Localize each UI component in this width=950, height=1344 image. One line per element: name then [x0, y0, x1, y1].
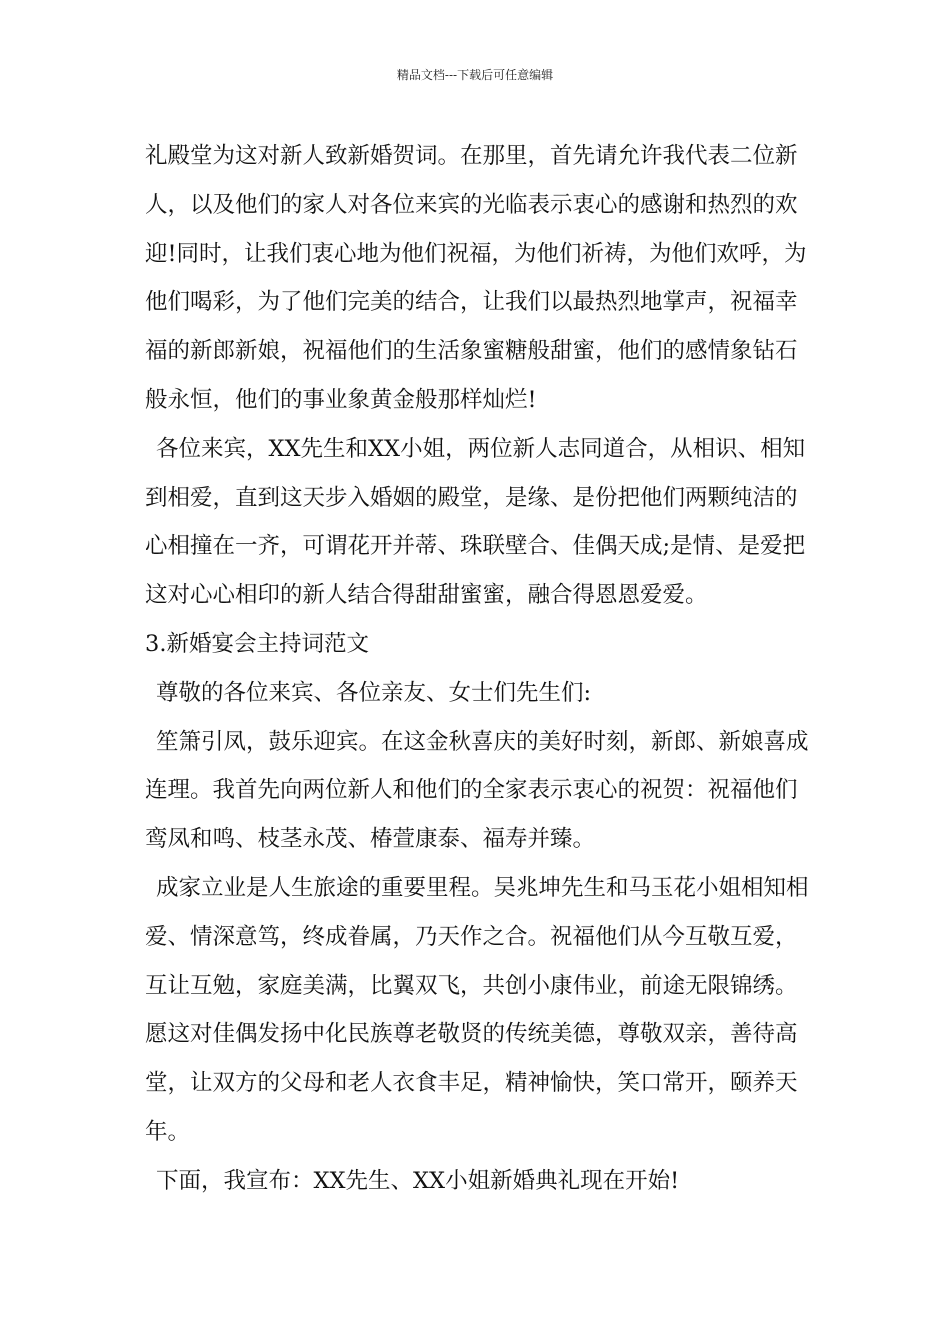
text-line: 愿这对佳偶发扬中化民族尊老敬贤的传统美德，尊敬双亲，善待高 — [145, 1021, 798, 1048]
text-line: 尊敬的各位来宾、各位亲友、女士们先生们: — [156, 679, 592, 706]
text-line: 堂，让双方的父母和老人衣食丰足，精神愉快，笑口常开，颐养天 — [145, 1070, 798, 1097]
text-line: 到相爱，直到这天步入婚姻的殿堂，是缘、是份把他们两颗纯洁的 — [145, 484, 798, 511]
text-line: 他们喝彩，为了他们完美的结合，让我们以最热烈地掌声，祝福幸 — [145, 289, 798, 316]
text-line: 迎!同时，让我们衷心地为他们祝福，为他们祈祷，为他们欢呼，为 — [145, 240, 807, 267]
text-line: 人，以及他们的家人对各位来宾的光临表示衷心的感谢和热烈的欢 — [145, 191, 798, 218]
text-line: 心相撞在一齐，可谓花开并蒂、珠联壁合、佳偶天成;是情、是爱把 — [145, 533, 806, 560]
document-body — [145, 132, 810, 1206]
text-line: 笙箫引凤，鼓乐迎宾。在这金秋喜庆的美好时刻，新郎、新娘喜成 — [156, 728, 809, 755]
text-line: 下面，我宣布：XX先生、XX小姐新婚典礼现在开始! — [156, 1167, 680, 1194]
text-line: 般永恒，他们的事业象黄金般那样灿烂! — [145, 386, 537, 413]
section-heading: 3.新婚宴会主持词范文 — [145, 630, 369, 657]
text-line: 这对心心相印的新人结合得甜甜蜜蜜，融合得恩恩爱爱。 — [145, 582, 708, 609]
text-line: 成家立业是人生旅途的重要里程。吴兆坤先生和马玉花小姐相知相 — [156, 874, 809, 901]
text-line: 爱、情深意笃，终成眷属，乃天作之合。祝福他们从今互敬互爱， — [145, 923, 798, 950]
text-line: 连理。我首先向两位新人和他们的全家表示衷心的祝贺：祝福他们 — [145, 777, 798, 804]
text-line: 互让互勉，家庭美满，比翼双飞，共创小康伟业，前途无限锦绣。 — [145, 972, 798, 999]
text-line: 福的新郎新娘，祝福他们的生活象蜜糖般甜蜜，他们的感情象钻石 — [145, 338, 798, 365]
text-line: 鸾凤和鸣、枝茎永茂、椿萱康泰、福寿并臻。 — [145, 826, 596, 853]
text-line: 礼殿堂为这对新人致新婚贺词。在那里，首先请允许我代表二位新 — [145, 143, 798, 169]
text-line: 各位来宾，XX先生和XX小姐，两位新人志同道合，从相识、相知 — [156, 435, 806, 462]
text-line: 年。 — [145, 1118, 191, 1145]
page-header: 精品文档---下载后可任意编辑 — [396, 68, 554, 82]
